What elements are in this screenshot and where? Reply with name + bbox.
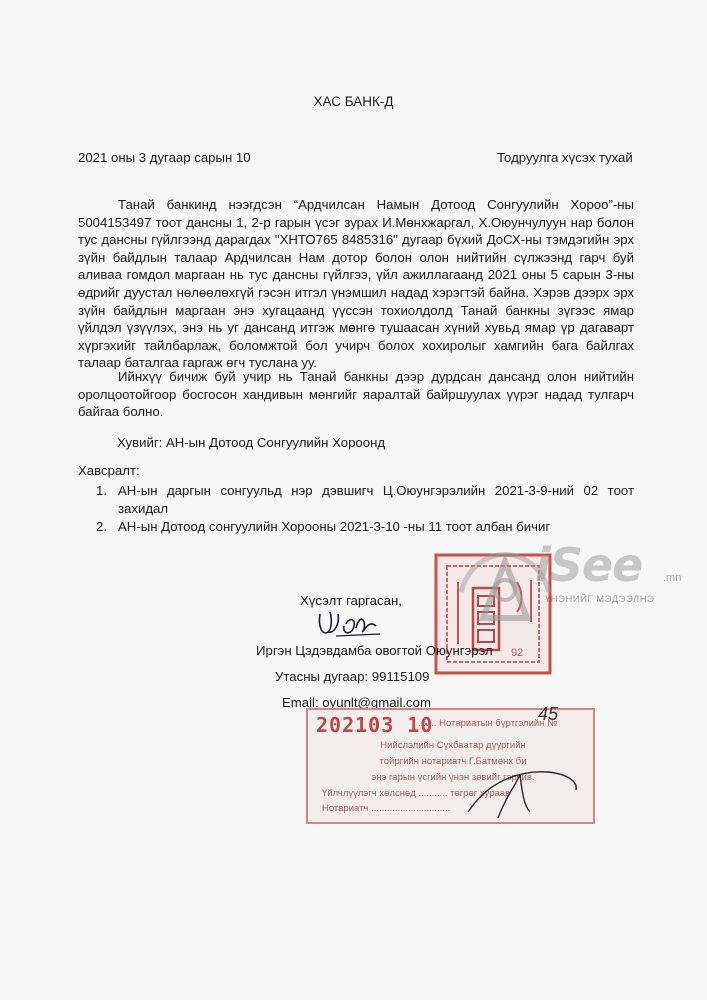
attachment-text: АН-ын Дотоод сонгуулийн Хорооны 2021-3-10 -ны 11 тоот албан бичиг bbox=[118, 519, 551, 535]
body-paragraph-2 bbox=[78, 368, 634, 421]
letter-title: ХАС БАНК-Д bbox=[313, 94, 394, 109]
seal-number: 92 bbox=[511, 647, 524, 659]
watermark-tld: .mn bbox=[663, 572, 682, 584]
body-paragraph-2-text: Ийнхүү бичиж буй учир нь Танай банкны дээр дурдсан дансанд олон нийтийн оролцоотойгоор босгосон хандивын мөнгийг яаралтай байршуулах үүрэг надад тулгарч байгаа болно. bbox=[78, 369, 634, 420]
signer-label: Хүсэлт гаргасан, bbox=[300, 593, 402, 608]
notary-line-3: энэ гарын үсгийн үнэн зөвийг гэрчив. bbox=[371, 772, 535, 783]
attachments-list bbox=[96, 482, 634, 537]
body-paragraph-1 bbox=[78, 196, 634, 372]
notary-date: 202103 10 bbox=[316, 713, 434, 737]
handwritten-signature bbox=[314, 604, 384, 644]
notary-reg-number: 45 bbox=[538, 704, 559, 724]
notary-line-5: Нотариатч .............................. bbox=[322, 803, 451, 814]
letter-date: 2021 оны 3 дугаар сарын 10 bbox=[78, 150, 251, 165]
attachment-text: АН-ын даргын сонгуульд нэр дэвшигч Ц.Оюунгэрэлийн 2021-3-9-ний 02 тоот захидал bbox=[118, 483, 634, 516]
notary-line-2: тойргийн нотариатч Г.Батмөнх би bbox=[379, 756, 527, 767]
watermark-tagline: ҮНЭНИЙГ МЭДЭЭЛНЭ bbox=[545, 594, 655, 605]
notary-signature bbox=[458, 762, 588, 820]
email-address: Email: oyunlt@gmail.com bbox=[282, 695, 431, 710]
notary-reg-line: ....... Нотариатын бүртгэлийн № bbox=[418, 718, 558, 729]
notary-line-1: Нийслэлийн Сүхбаатар дүүргийн bbox=[380, 740, 526, 751]
attachment-item bbox=[96, 482, 634, 517]
notary-line-4: Үйлчлүүлэгч хөлснөд ........... төгрөг хураав bbox=[322, 788, 511, 799]
attachments-label: Хавсралт: bbox=[78, 463, 140, 478]
copy-to-line: Хувийг: АН-ын Дотоод Сонгуулийн Хороонд bbox=[117, 435, 386, 450]
attachment-number: 2. bbox=[96, 519, 107, 535]
letter-subject: Тодруулга хүсэх тухай bbox=[497, 150, 633, 165]
notary-stamp bbox=[306, 704, 595, 824]
phone-number: Утасны дугаар: 99115109 bbox=[275, 669, 430, 684]
attachment-number: 1. bbox=[96, 483, 107, 498]
signer-name: Иргэн Цэдэвдамба овогтой Оюунгэрэл bbox=[256, 643, 493, 658]
body-paragraph-1-text: Танай банкинд нээгдсэн “Ардчилсан Намын Дотоод Сонгуулийн Хороо”-ны 5004153497 тоот дансны 1, 2-р гарын үсэг зурах И.Мөнхжаргал, Х.Оюунчулуун нар болон тус дансны гүйлгээнд дарагдах "ХНТО765 8485316" дугаар бүхий ДоСХ-ны тэмдэгийн эрх зүйн байдлын талаар Ардчилсан Нам дотор болон олон нийтийн сүлжээнд гарч буй аливаа гомдол маргаан нь тус дансны гүйлгээ, үйл ажиллагаанд 2021 оны 5 сарын 3-ны өдрийг дуустал нөлөөлөхгүй гэсэн итгэл үнэмшил надад хэрэгтэй байна. Хэрэв дээрх эрх зүйн байдлын маргаан энэ хугацаанд үүссэн тохиолдолд Танай банкны зүгээс ямар үйлдэл үзүүлэх, энэ нь уг дансанд итгэж мөнгө тушаасан хүний хувьд ямар үр дагаварт хүргэхийг тайлбарлаж, боломжтой бол учирч болох хохиролыг хамгийн бага байлгах талаар баталгаа гаргаж өгч туслана уу. bbox=[78, 197, 634, 371]
watermark-brand: iSee bbox=[535, 538, 643, 592]
